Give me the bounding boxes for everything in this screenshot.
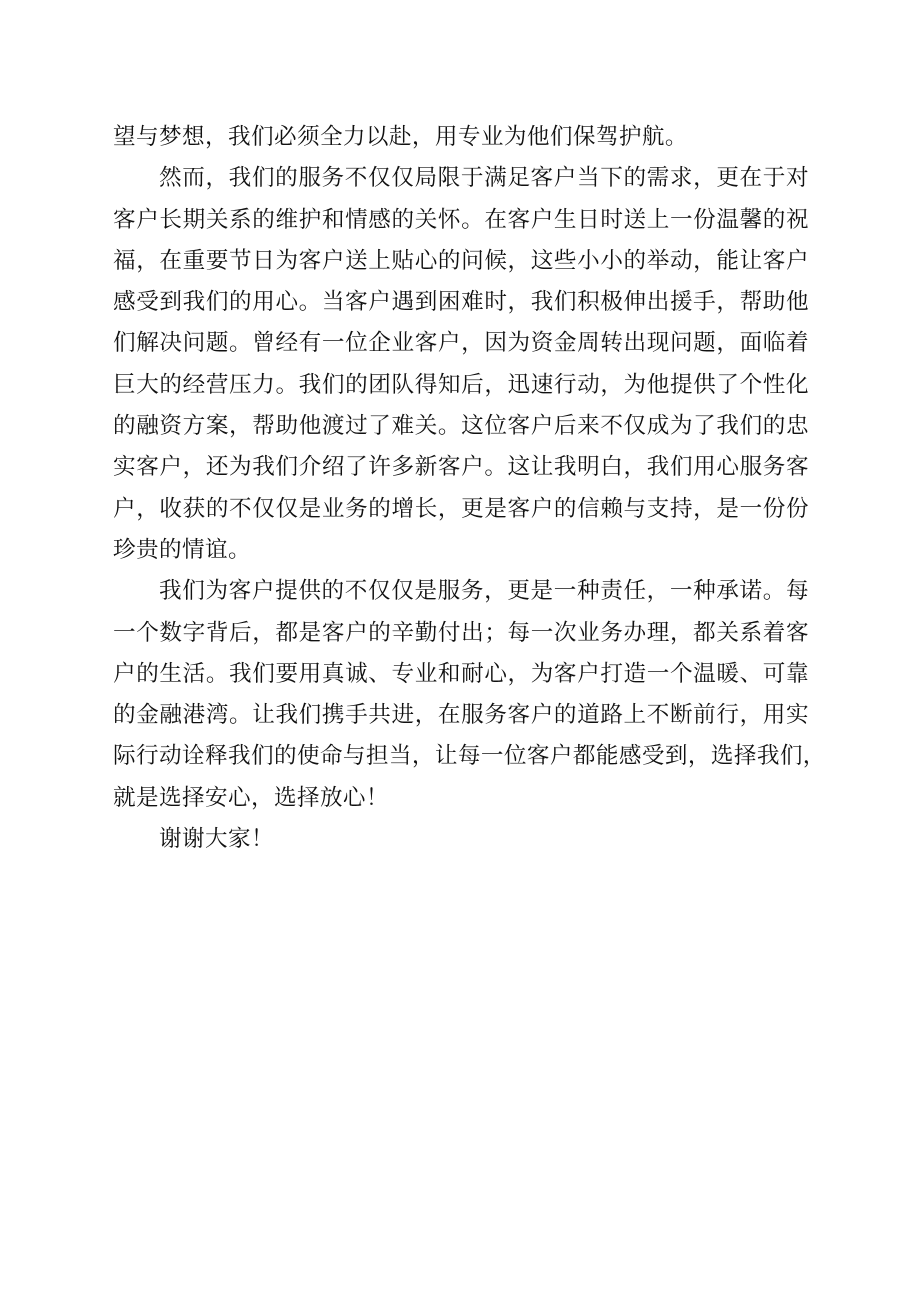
paragraph-customer-care [113, 158, 809, 571]
paragraph-closing [113, 819, 809, 860]
text-line: 的金融港湾。让我们携手共进，在服务客户的道路上不断前行，用实 [113, 702, 809, 729]
text-line: 感受到我们的用心。当客户遇到困难时，我们积极伸出援手，帮助他 [113, 289, 809, 316]
text-line: 巨大的经营压力。我们的团队得知后，迅速行动，为他提供了个性化 [113, 371, 809, 398]
text-line: 一个数字背后，都是客户的辛勤付出；每一次业务办理，都关系着客 [113, 619, 809, 646]
text-line: 我们为客户提供的不仅仅是服务，更是一种责任，一种承诺。每 [159, 578, 809, 605]
text-line: 们解决问题。曾经有一位企业客户，因为资金周转出现问题，面临着 [113, 330, 809, 357]
text-line: 珍贵的情谊。 [113, 536, 251, 563]
text-line: 就是选择安心，选择放心！ [113, 784, 389, 811]
text-line: 谢谢大家！ [159, 826, 274, 853]
text-line: 的融资方案，帮助他渡过了难关。这位客户后来不仅成为了我们的忠 [113, 413, 809, 440]
text-line: 望与梦想，我们必须全力以赴，用专业为他们保驾护航。 [113, 124, 688, 150]
text-line: 福，在重要节日为客户送上贴心的问候，这些小小的举动，能让客户 [113, 247, 809, 274]
text-line: 客户长期关系的维护和情感的关怀。在客户生日时送上一份温馨的祝 [113, 206, 809, 233]
text-line: 户的生活。我们要用真诚、专业和耐心，为客户打造一个温暖、可靠 [113, 660, 809, 687]
paragraph-continuation [113, 117, 809, 158]
text-line: 实客户，还为我们介绍了许多新客户。这让我明白，我们用心服务客 [113, 454, 809, 481]
paragraph-responsibility [113, 571, 826, 819]
text-line: 户，收获的不仅仅是业务的增长，更是客户的信赖与支持，是一份份 [113, 495, 809, 522]
text-line: 然而，我们的服务不仅仅局限于满足客户当下的需求，更在于对 [159, 165, 809, 192]
document-body [113, 117, 826, 860]
text-line: 际行动诠释我们的使命与担当，让每一位客户都能感受到，选择我们， [113, 743, 826, 770]
